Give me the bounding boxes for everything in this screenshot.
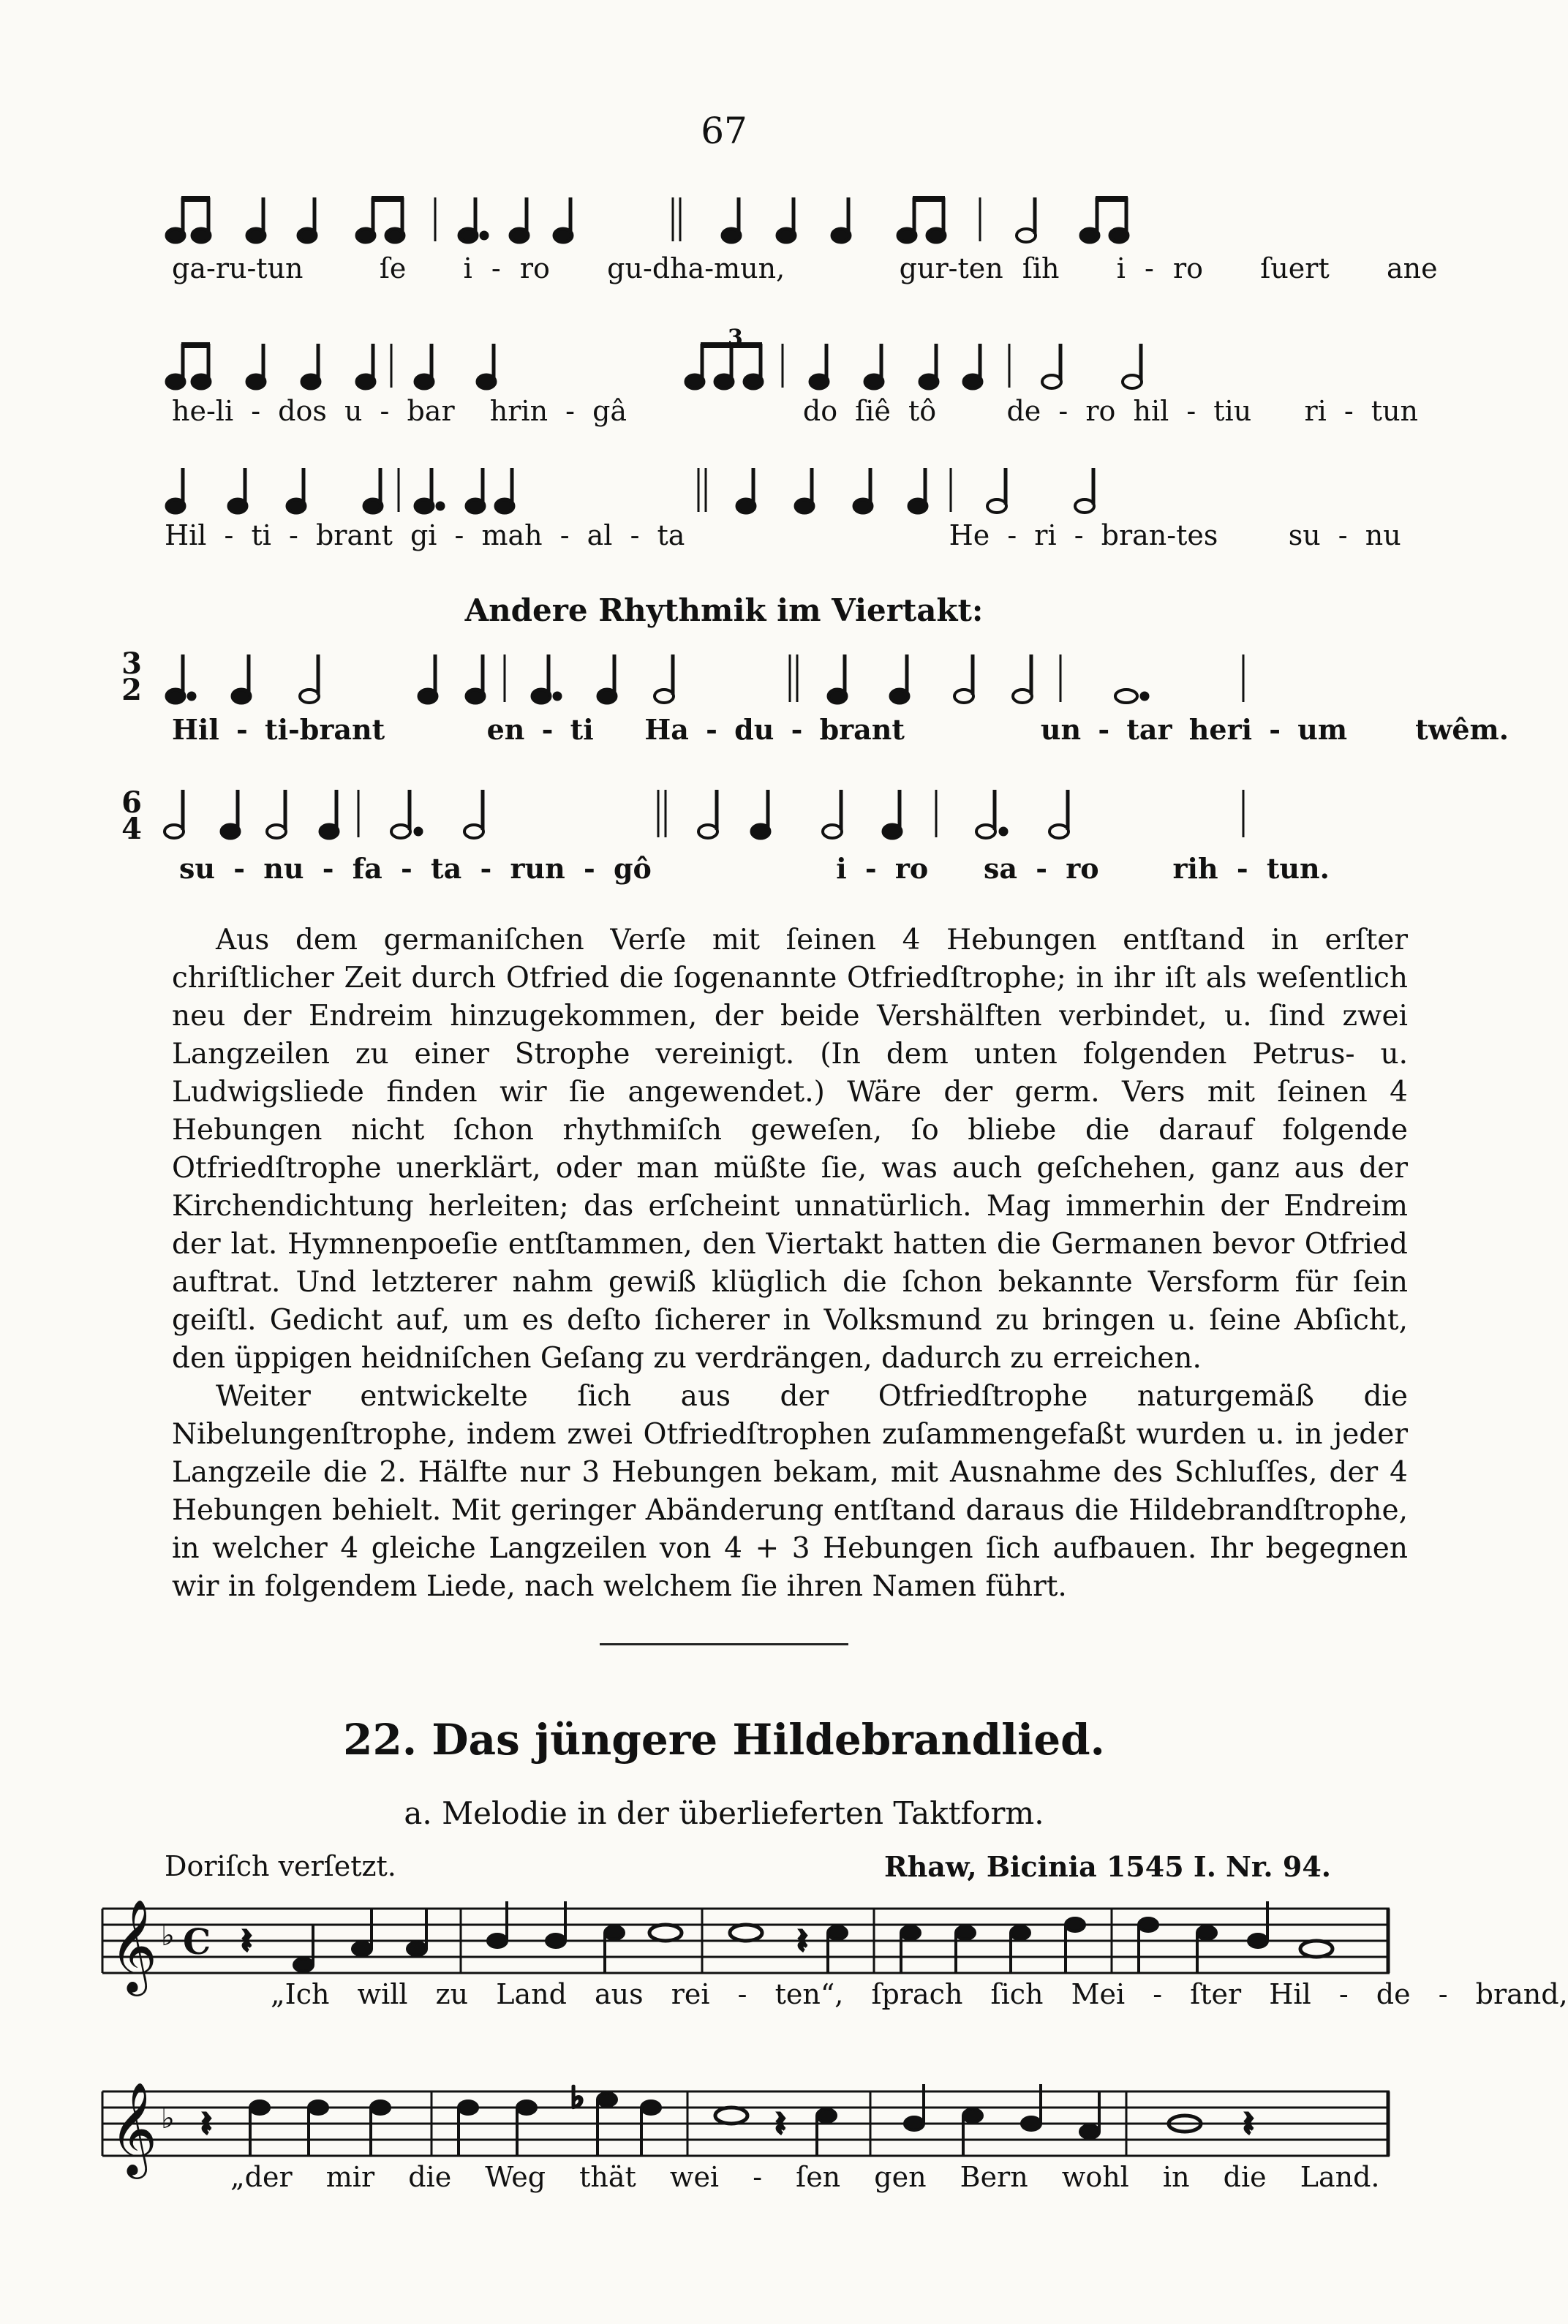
syllable: Bern: [960, 2161, 1028, 2193]
syllable: „der: [230, 2161, 293, 2193]
song-subtitle: a. Melodie in der überlieferten Taktform.: [404, 1795, 1044, 1831]
syllable: -: [1269, 713, 1281, 746]
syllable: ro: [1172, 252, 1203, 284]
syllable: ri: [1304, 395, 1327, 427]
syllable: un: [1040, 713, 1082, 746]
syllable: do: [802, 395, 838, 427]
syllable: ſuert: [1260, 252, 1330, 284]
syllable: gi: [410, 519, 437, 551]
syllable: ta: [431, 852, 462, 885]
syllable: tun: [1371, 395, 1419, 427]
syllable: -: [704, 252, 715, 284]
syllable: -: [630, 519, 640, 551]
syllable: gâ: [592, 395, 627, 427]
syllable: -: [1343, 395, 1354, 427]
syllable: ro: [894, 852, 929, 885]
syllable: twêm.: [1415, 713, 1509, 746]
time-signature-bottom: 4: [121, 812, 142, 846]
syllable: -: [1074, 519, 1084, 551]
syllable: -: [1036, 852, 1047, 885]
syllable: gu: [607, 252, 643, 284]
syllable: -: [791, 713, 803, 746]
syllable: fa: [352, 852, 382, 885]
treble-clef-icon: 𝄞: [110, 2081, 158, 2175]
syllable: aus: [595, 1978, 644, 2010]
syllable: Hil: [172, 713, 219, 746]
rest-icon: 𝄽: [1243, 2104, 1254, 2143]
syllable: ſter: [1190, 1978, 1242, 2010]
syllable: de: [1376, 1978, 1411, 2010]
syllable: ſprach: [871, 1978, 963, 2010]
syllable: Mei: [1071, 1978, 1126, 2010]
syllable: mun,: [714, 252, 785, 284]
syllable: brant: [819, 713, 905, 746]
syllable: in: [1162, 2161, 1190, 2193]
syllable: -: [1007, 519, 1017, 551]
syllable: mir: [325, 2161, 375, 2193]
syllable: -: [706, 713, 717, 746]
syllable: ſe: [379, 252, 407, 284]
syllable: die: [1223, 2161, 1267, 2193]
music-staff-2: [102, 2070, 1390, 2201]
syllable: i: [836, 852, 847, 885]
syllable: -: [1186, 395, 1196, 427]
syllable: -: [289, 519, 298, 551]
source-citation: Rhaw, Bicinia 1545 I. Nr. 94.: [883, 1850, 1331, 1883]
syllable: -: [251, 395, 261, 427]
treble-clef-icon: 𝄞: [110, 1898, 158, 1992]
syllable: thät: [579, 2161, 636, 2193]
syllable: dos: [278, 395, 327, 427]
flat-icon: ♭: [161, 1919, 175, 1953]
syllable: ti: [570, 713, 594, 746]
section-divider: [600, 1643, 848, 1645]
rhythm-lyrics-2: [172, 395, 1419, 427]
syllable: wei: [669, 2161, 720, 2193]
syllable: ten“,: [774, 1978, 844, 2010]
syllable: de: [1006, 395, 1041, 427]
syllable: -: [642, 252, 652, 284]
syllable: en: [486, 713, 525, 746]
syllable: tô: [908, 395, 937, 427]
triplet-mark: 3: [728, 325, 743, 351]
rest-icon: 𝄽: [201, 2104, 212, 2143]
syllable: -: [1153, 1978, 1163, 2010]
syllable: ro: [1066, 852, 1099, 885]
syllable: He: [949, 519, 990, 551]
rest-icon: 𝄽: [775, 2104, 786, 2143]
paragraph-1: Aus dem germaniſchen Verſe mit ſeinen 4 Hebungen entſtand in erſter chriſtlicher Zeit durch Otfried die ſogenannte Otfriedſtrophe; in ihr iſt als weſentlich neu der Endreim hinzugekommen, der beide Vershälften verbindet, u. ſind zwei Langzeilen zu einer Strophe vereinigt. (In dem unten folgenden Petrus- u. Ludwigsliede finden wir ſie angewendet.) Wäre der germ. Vers mit ſeinen 4 Hebungen nicht ſchon rhythmiſch geweſen, ſo bliebe die darauf folgende Otfriedſtrophe unerklärt, oder man müßte ſie, was auch geſchehen, ganz aus der Kirchendichtung herleiten; das erſcheint unnatürlich. Mag immerhin der Endreim der lat. Hymnenpoeſie entſtammen, den Viertakt hatten die Germanen bevor Otfried auftrat. Und letzterer nahm gewiß klüglich die ſchon bekannte Versform für ſein geiſtl. Gedicht auf, um es deſto ſicherer in Volksmund zu bringen u. ſeine Abſicht, den üppigen heidniſchen Geſang zu verdrängen, dadurch zu erreichen.: [172, 924, 1408, 1375]
common-time-icon: C: [183, 1922, 211, 1963]
rest-icon: 𝄽: [797, 1921, 808, 1961]
rhythm-lyrics-3: [165, 519, 1401, 551]
syllable: Land.: [1300, 2161, 1380, 2193]
syllable: -: [224, 519, 234, 551]
syllable: u: [344, 395, 363, 427]
syllable: -: [1338, 519, 1348, 551]
syllable: ſiê: [855, 395, 891, 427]
syllable: -: [1338, 1978, 1349, 2010]
syllable: tun.: [1266, 852, 1330, 885]
syllable: bran-tes: [1101, 519, 1218, 551]
syllable: ro: [1085, 395, 1116, 427]
syllable: he-li: [172, 395, 234, 427]
syllable: gur-: [899, 252, 958, 284]
syllable: -: [753, 2161, 763, 2193]
syllable: -: [233, 852, 246, 885]
syllable: ta: [657, 519, 685, 551]
syllable: i: [463, 252, 472, 284]
syllable: ti: [251, 519, 271, 551]
syllable: bar: [407, 395, 455, 427]
syllable: Weg: [485, 2161, 546, 2193]
page-number: 67: [701, 110, 747, 152]
song-lyrics-2: [230, 2161, 1380, 2193]
syllable: will: [357, 1978, 408, 2010]
syllable: Hil: [1269, 1978, 1311, 2010]
syllable: -: [401, 852, 412, 885]
syllable: heri: [1188, 713, 1253, 746]
syllable: hrin: [489, 395, 549, 427]
flat-icon: ♭: [161, 2102, 175, 2135]
syllable: -: [864, 852, 877, 885]
syllable: -: [1438, 1978, 1448, 2010]
syllable: „Ich: [271, 1978, 330, 2010]
syllable: -: [380, 395, 390, 427]
syllable: hil: [1133, 395, 1169, 427]
syllable: -: [454, 519, 464, 551]
syllable: sa: [983, 852, 1017, 885]
syllable: -: [737, 1978, 747, 2010]
syllable: ſen: [796, 2161, 841, 2193]
syllable: -: [565, 395, 575, 427]
time-signature-6-4: [117, 785, 146, 846]
syllable: nu: [1365, 519, 1401, 551]
time-signature-bottom: 2: [121, 673, 142, 707]
syllable: -: [541, 713, 554, 746]
syllable: su: [1288, 519, 1321, 551]
syllable: -: [1145, 252, 1154, 284]
syllable: du: [734, 713, 774, 746]
syllable: ti-brant: [265, 713, 385, 746]
syllable: rei: [671, 1978, 710, 2010]
syllable: -: [236, 713, 248, 746]
syllable: dha: [652, 252, 705, 284]
time-signature-top: 6: [121, 785, 142, 820]
syllable: die: [408, 2161, 452, 2193]
syllable: ten: [957, 252, 1003, 284]
syllable: ſich: [990, 1978, 1044, 2010]
syllable: -: [1058, 395, 1068, 427]
syllable: brant: [315, 519, 393, 551]
alt-rhythm-lyrics-2: [179, 852, 1349, 885]
syllable: wohl: [1061, 2161, 1129, 2193]
syllable: -: [559, 519, 570, 551]
body-text: [172, 921, 1408, 1606]
syllable: tiu: [1213, 395, 1252, 427]
syllable: -: [1098, 713, 1110, 746]
syllable: gen: [874, 2161, 927, 2193]
song-lyrics-1: [271, 1978, 1568, 2010]
paragraph-2: Weiter entwickelte ſich aus der Otfriedſtrophe naturgemäß die Nibelungenſtrophe, indem zwei Otfriedſtrophen zuſammengefaßt wurden u. in jeder Langzeile die 2. Hälfte nur 3 Hebungen bekam, mit Ausnahme des Schluſſes, der 4 Hebungen behielt. Mit geringer Abänderung entſtand daraus die Hildebrandſtrophe, in welcher 4 gleiche Langzeilen von 4 + 3 Hebungen ſich aufbauen. Ihr begegnen wir in folgendem Liede, nach welchem ſie ihren Namen führt.: [172, 1380, 1408, 1603]
syllable: i: [1116, 252, 1126, 284]
syllable: run: [510, 852, 565, 885]
time-signature-3-2: [117, 646, 146, 707]
syllable: rih: [1172, 852, 1218, 885]
syllable: -: [322, 852, 334, 885]
flat-icon: ♭: [570, 2081, 584, 2115]
syllable: ro: [519, 252, 550, 284]
syllable: ga-ru-tun: [172, 252, 304, 284]
syllable: Ha: [644, 713, 689, 746]
syllable: -: [1236, 852, 1248, 885]
syllable: -: [480, 852, 492, 885]
rest-icon: 𝄽: [241, 1921, 252, 1961]
syllable: ri: [1034, 519, 1057, 551]
syllable: Hil: [165, 519, 207, 551]
syllable: ſih: [1022, 252, 1060, 284]
syllable: su: [179, 852, 216, 885]
syllable: gô: [613, 852, 652, 885]
alt-rhythm-lyrics-1: [172, 713, 1509, 746]
mode-note: Doriſch verſetzt.: [165, 1850, 396, 1882]
music-staff-1: [102, 1887, 1568, 2018]
syllable: ane: [1386, 252, 1438, 284]
syllable: nu: [263, 852, 304, 885]
syllable: Land: [496, 1978, 567, 2010]
time-signature-top: 3: [121, 646, 142, 681]
syllable: al: [587, 519, 613, 551]
syllable: tar: [1126, 713, 1172, 746]
alt-rhythm-heading: Andere Rhythmik im Viertakt:: [464, 592, 984, 628]
syllable: -: [491, 252, 501, 284]
rhythm-lyrics-1: [172, 252, 1438, 284]
syllable: brand,: [1475, 1978, 1568, 2010]
syllable: mah: [481, 519, 543, 551]
syllable: zu: [435, 1978, 469, 2010]
syllable: um: [1297, 713, 1348, 746]
syllable: -: [583, 852, 595, 885]
song-title: 22. Das jüngere Hildebrandlied.: [343, 1715, 1105, 1765]
